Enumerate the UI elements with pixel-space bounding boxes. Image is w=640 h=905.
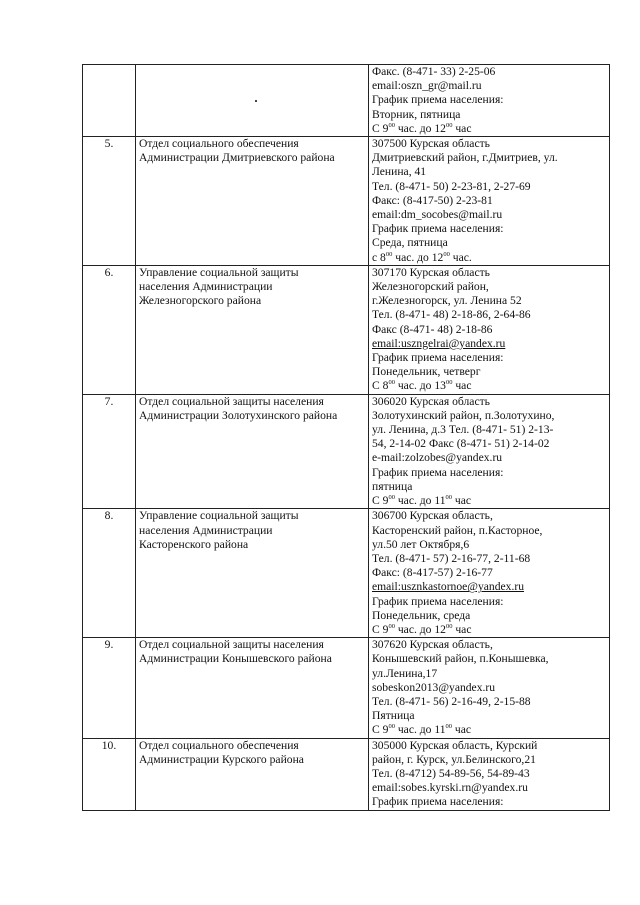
contact-line: Дмитриевский район, г.Дмитриев, ул. [372,151,558,165]
contact-line: 307620 Курская область, [372,638,493,652]
contact-line: email:oszn_gr@mail.ru [372,79,482,93]
hours-text: час. до 12 [394,622,446,636]
hours-text: С 9 [372,723,389,737]
contact-info [369,394,610,509]
hours-text: час [452,723,472,737]
contact-line: 307500 Курская область [372,137,490,151]
contact-line: пятница [372,479,413,493]
hours-text: час [452,494,472,508]
contact-line: Факс (8-471- 48) 2-18-86 [372,322,493,336]
contact-line: График приема населения: [372,222,504,236]
row-number: 6. [83,265,136,394]
contact-line: email:dm_socobes@mail.ru [372,208,503,222]
department-name-line: Отдел социальной защиты населения [139,638,324,652]
contact-line: Факс: (8-417-57) 2-16-77 [372,566,493,580]
contact-line: Золотухинский район, п.Золотухино, [372,408,555,422]
contact-info [369,65,610,137]
contact-line: 307170 Курская область [372,265,490,279]
department-name-line: Администрации Золотухинского района [139,408,338,422]
table-row [83,137,610,266]
hours-superscript: 00 [388,121,395,129]
hours-superscript: 00 [388,622,395,630]
reception-hours [372,251,606,265]
contact-info [369,738,610,810]
hours-text: С 9 [372,121,389,135]
hours-text: С 9 [372,622,389,636]
department-name [136,65,369,137]
reception-hours [372,122,606,136]
reception-hours [372,494,606,508]
hours-text: с 8 [372,250,386,264]
contact-line: График приема населения: [372,93,504,107]
contact-line: Вторник, пятница [372,107,461,121]
contact-info [369,638,610,738]
reception-hours [372,623,606,637]
department-name [136,137,369,266]
table-row [83,738,610,810]
hours-text: час. [449,250,472,264]
contact-line: ул.50 лет Октября,6 [372,537,470,551]
hours-text: час [452,622,472,636]
hours-superscript: 00 [388,494,395,502]
contact-info [369,265,610,394]
table-row [83,638,610,738]
department-name-line: населения Администрации [139,280,273,294]
department-name [136,509,369,638]
department-name [136,265,369,394]
hours-text: час. до 11 [394,723,446,737]
department-name-line: Железногорского района [139,294,262,308]
contact-line: Понедельник, среда [372,608,471,622]
contact-line: График приема населения: [372,795,504,809]
social-services-table [82,64,610,811]
hours-text: час [452,121,472,135]
hours-text: час. до 12 [394,121,446,135]
hours-superscript: 00 [445,379,453,387]
contact-line: 305000 Курская область, Курский [372,738,538,752]
hours-text: С 8 [372,379,389,393]
contact-line: График приема населения: [372,465,504,479]
department-name [136,394,369,509]
row-number: 10. [83,738,136,810]
hours-superscript: 00 [445,723,453,731]
contact-line: Тел. (8-4712) 54-89-56, 54-89-43 [372,766,530,780]
row-number: 5. [83,137,136,266]
contact-line: Тел. (8-471- 48) 2-18-86, 2-64-86 [372,308,531,322]
row-number: 9. [83,638,136,738]
department-name-line: Администрации Дмитриевского района [139,151,335,165]
contact-line: email:sobes.kyrski.rn@yandex.ru [372,781,528,795]
contact-line: ул.Ленина,17 [372,666,438,680]
contact-line: Тел. (8-471- 56) 2-16-49, 2-15-88 [372,694,531,708]
row-number: 7. [83,394,136,509]
contact-line: 306020 Курская область [372,394,490,408]
hours-superscript: 00 [445,121,453,129]
contact-line: Тел. (8-471- 57) 2-16-77, 2-11-68 [372,551,531,565]
hours-text: час. до 11 [394,494,446,508]
department-name-line: Управление социальной защиты [139,509,299,523]
hours-superscript: 00 [388,723,395,731]
table-row [83,65,610,137]
hours-superscript: 00 [388,379,395,387]
department-name-line: населения Администрации [139,523,273,537]
department-name [136,638,369,738]
contact-line: Пятница [372,709,415,723]
table-row [83,509,610,638]
hours-superscript: 00 [385,250,393,258]
row-number: 8. [83,509,136,638]
contact-line: Железногорский район, [372,280,489,294]
contact-line: Тел. (8-471- 50) 2-23-81, 2-27-69 [372,179,531,193]
contact-line: Конышевский район, п.Конышевка, [372,652,549,666]
department-name-line: Администрации Курского района [139,752,304,766]
row-number [83,65,136,137]
contact-info [369,137,610,266]
contact-line: район, г. Курск, ул.Белинского,21 [372,752,536,766]
contact-line: График приема населения: [372,351,504,365]
reception-hours [372,379,606,393]
email-link[interactable]: email:uszngelrai@yandex.ru [372,336,506,350]
contact-line: График приема населения: [372,594,504,608]
contact-line: Факс: (8-417-50) 2-23-81 [372,193,493,207]
department-name-line: Отдел социального обеспечения [139,738,299,752]
contact-line: Факс. (8-471- 33) 2-25-06 [372,65,496,78]
hours-text: час. до 13 [394,379,446,393]
email-link[interactable]: email:usznkastornoe@yandex.ru [372,580,525,594]
table-row [83,265,610,394]
contact-line: sobeskon2013@yandex.ru [372,680,496,694]
hours-superscript: 00 [445,622,453,630]
table-row [83,394,610,509]
contact-line: 306700 Курская область, [372,509,493,523]
contact-line: Касторенский район, п.Касторное, [372,523,543,537]
department-name [136,738,369,810]
department-name-line: Администрации Конышевского района [139,652,332,666]
department-name-line: Управление социальной защиты [139,265,299,279]
department-name-line: Отдел социального обеспечения [139,137,299,151]
contact-info [369,509,610,638]
contact-line: e-mail:zolzobes@yandex.ru [372,451,503,465]
contact-line: Ленина, 41 [372,165,427,179]
hours-text: час [452,379,472,393]
hours-superscript: 00 [445,494,453,502]
contact-line: Понедельник, четверг [372,365,481,379]
hours-superscript: 00 [443,250,450,258]
department-name-line: Отдел социальной защиты населения [139,394,324,408]
contact-line: г.Железногорск, ул. Ленина 52 [372,294,522,308]
department-name-line: Касторенского района [139,537,249,551]
hours-text: час. до 12 [392,250,444,264]
hours-text: С 9 [372,494,389,508]
reception-hours [372,723,606,737]
contact-line: Среда, пятница [372,236,448,250]
contact-line: ул. Ленина, д.3 Тел. (8-471- 51) 2-13- [372,423,554,437]
contact-line: 54, 2-14-02 Факс (8-471- 51) 2-14-02 [372,437,550,451]
